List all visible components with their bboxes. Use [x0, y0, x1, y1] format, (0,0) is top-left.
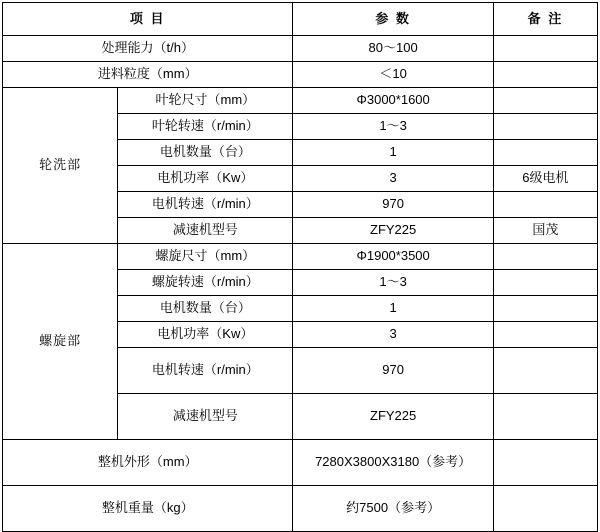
row-note: 6级电机 — [493, 166, 597, 192]
row-note — [493, 192, 597, 218]
row-value: 3 — [293, 322, 493, 348]
row-label: 叶轮尺寸（mm） — [118, 88, 293, 114]
row-value: ＜10 — [293, 62, 493, 88]
row-label: 电机转速（r/min） — [118, 192, 293, 218]
row-label: 电机功率（Kw） — [118, 322, 293, 348]
row-note — [493, 244, 597, 270]
row-label: 电机功率（Kw） — [118, 166, 293, 192]
column-header-note: 备 注 — [493, 3, 597, 36]
specification-table — [2, 2, 598, 532]
row-value: 1 — [293, 140, 493, 166]
row-value: 7280X3800X3180（参考） — [293, 440, 493, 486]
row-label: 处理能力（t/h） — [3, 36, 293, 62]
row-note — [493, 114, 597, 140]
row-label: 电机转速（r/min） — [118, 348, 293, 394]
table-row — [3, 244, 598, 270]
row-value: Φ3000*1600 — [293, 88, 493, 114]
row-note — [493, 440, 597, 486]
row-value: 1～3 — [293, 114, 493, 140]
row-label: 叶轮转速（r/min） — [118, 114, 293, 140]
row-value: 约7500（参考） — [293, 486, 493, 532]
table-header-row — [3, 3, 598, 36]
table-row — [3, 440, 598, 486]
row-note — [493, 486, 597, 532]
table-row — [3, 486, 598, 532]
row-note — [493, 270, 597, 296]
row-note — [493, 140, 597, 166]
row-note: 国茂 — [493, 218, 597, 244]
row-note — [493, 88, 597, 114]
table-row — [3, 88, 598, 114]
row-value: 970 — [293, 192, 493, 218]
row-value: 1 — [293, 296, 493, 322]
group-label-wheel-washer: 轮洗部 — [3, 88, 118, 244]
row-note — [493, 296, 597, 322]
row-label: 电机数量（台） — [118, 140, 293, 166]
row-value: Φ1900*3500 — [293, 244, 493, 270]
column-header-item: 项 目 — [3, 3, 293, 36]
row-value: ZFY225 — [293, 394, 493, 440]
row-value: 970 — [293, 348, 493, 394]
row-label: 螺旋转速（r/min） — [118, 270, 293, 296]
row-value: ZFY225 — [293, 218, 493, 244]
table-row — [3, 62, 598, 88]
row-note — [493, 322, 597, 348]
row-label: 减速机型号 — [118, 218, 293, 244]
group-label-spiral: 螺旋部 — [3, 244, 118, 440]
row-label: 减速机型号 — [118, 394, 293, 440]
row-value: 1～3 — [293, 270, 493, 296]
row-value: 80～100 — [293, 36, 493, 62]
row-label: 进料粒度（mm） — [3, 62, 293, 88]
row-note — [493, 62, 597, 88]
row-value: 3 — [293, 166, 493, 192]
row-label: 整机外形（mm） — [3, 440, 293, 486]
row-note — [493, 394, 597, 440]
row-label: 螺旋尺寸（mm） — [118, 244, 293, 270]
column-header-parameter: 参 数 — [293, 3, 493, 36]
row-label: 整机重量（kg） — [3, 486, 293, 532]
row-note — [493, 36, 597, 62]
row-note — [493, 348, 597, 394]
table-row — [3, 36, 598, 62]
row-label: 电机数量（台） — [118, 296, 293, 322]
